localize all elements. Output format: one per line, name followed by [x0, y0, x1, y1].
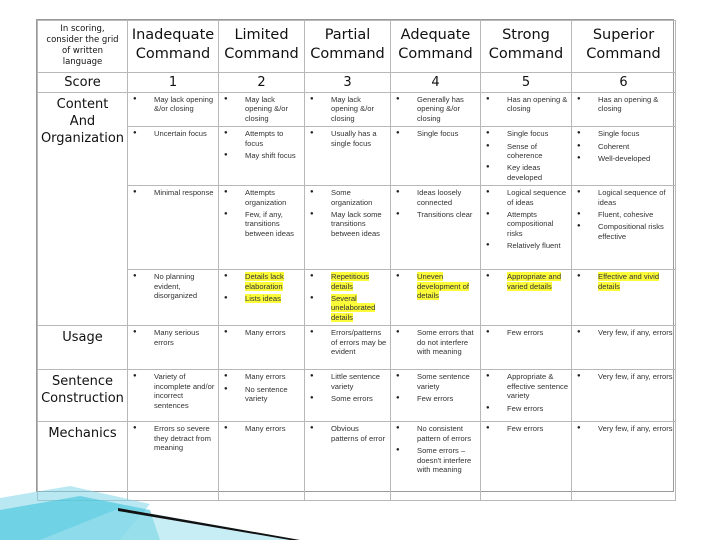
- criteria-text: Attempts organization: [245, 188, 287, 207]
- criteria-text: Transitions clear: [417, 210, 473, 220]
- score-value: 2: [257, 75, 266, 90]
- criteria-item: [483, 95, 569, 114]
- criteria-text: Attempts to focus: [245, 129, 284, 148]
- criteria-item: [574, 129, 673, 138]
- criteria-cell: [391, 270, 481, 326]
- criteria-item: [307, 424, 388, 443]
- criteria-text: Little sentence variety: [331, 372, 380, 391]
- score-cell: [481, 73, 572, 93]
- criteria-list: [219, 370, 304, 403]
- criteria-list: [305, 93, 390, 123]
- criteria-list: [128, 326, 218, 347]
- criteria-list: [219, 422, 304, 433]
- criteria-text: Single focus: [417, 129, 459, 139]
- criteria-cell: [481, 93, 572, 127]
- criteria-item: [307, 372, 388, 391]
- criteria-list: [219, 270, 304, 303]
- content-row-3: [38, 186, 676, 270]
- criteria-text: Key ideas developed: [507, 163, 543, 182]
- criteria-text: Logical sequence of ideas: [598, 188, 666, 207]
- criteria-item: [130, 372, 216, 410]
- criteria-cell: [572, 370, 676, 422]
- criteria-cell: [481, 326, 572, 370]
- criteria-item: [221, 210, 302, 238]
- criteria-cell: [481, 127, 572, 186]
- criteria-text: May lack opening &/or closing: [331, 95, 375, 123]
- criteria-list: [391, 186, 480, 219]
- criteria-cell: [305, 270, 391, 326]
- criteria-text: Many errors: [245, 424, 286, 434]
- header-cell: [128, 21, 219, 73]
- criteria-cell: [128, 326, 219, 370]
- row-label-usage: Usage: [62, 330, 103, 346]
- criteria-text: Many serious errors: [154, 328, 200, 347]
- criteria-list: [219, 93, 304, 123]
- criteria-text: Sense of coherence: [507, 141, 543, 161]
- row-label-content-organization: Content And Organization: [40, 97, 125, 146]
- criteria-text: Single focus: [507, 129, 549, 139]
- criteria-item: [483, 328, 569, 337]
- criteria-list: [481, 93, 571, 114]
- criteria-item: [393, 328, 478, 356]
- column-title: Inadequate Command: [131, 27, 215, 62]
- criteria-item: [221, 294, 302, 303]
- criteria-item: [483, 241, 569, 250]
- criteria-item: [221, 328, 302, 337]
- scoring-note: In scoring, consider the grid of written language: [46, 24, 119, 67]
- criteria-cell: [481, 370, 572, 422]
- criteria-cell: [391, 186, 481, 270]
- criteria-list: [305, 270, 390, 322]
- criteria-cell: [219, 370, 305, 422]
- column-title: Limited Command: [224, 27, 299, 62]
- criteria-list: [128, 93, 218, 114]
- criteria-text: Relatively fluent: [507, 241, 561, 251]
- criteria-cell: [391, 127, 481, 186]
- header-cell: [219, 21, 305, 73]
- criteria-item: [307, 394, 388, 403]
- criteria-text: Very few, if any, errors: [598, 328, 673, 338]
- criteria-text: Coherent: [598, 141, 630, 151]
- header-cell: [481, 21, 572, 73]
- criteria-item: [221, 188, 302, 207]
- header-row: [38, 21, 676, 73]
- score-row: [38, 73, 676, 93]
- criteria-item: [574, 272, 673, 291]
- writing-rubric-table: [37, 20, 676, 501]
- column-title: Strong Command: [488, 27, 564, 62]
- criteria-list: [481, 186, 571, 250]
- criteria-cell: [128, 270, 219, 326]
- criteria-text: Details lack elaboration: [245, 272, 284, 291]
- corner-cell: [38, 21, 128, 73]
- criteria-item: [393, 372, 478, 391]
- criteria-cell: [219, 422, 305, 501]
- criteria-item: [307, 328, 388, 356]
- sentence-row: [38, 370, 676, 422]
- criteria-text: May lack opening &/or closing: [154, 95, 214, 114]
- header-cell: [305, 21, 391, 73]
- criteria-cell: [305, 370, 391, 422]
- criteria-list: [305, 326, 390, 356]
- criteria-list: [481, 422, 571, 433]
- criteria-list: [219, 186, 304, 238]
- criteria-item: [574, 222, 673, 241]
- criteria-item: [130, 328, 216, 347]
- criteria-cell: [219, 326, 305, 370]
- score-value: 6: [619, 75, 628, 90]
- criteria-item: [393, 210, 478, 219]
- criteria-item: [307, 210, 388, 238]
- criteria-item: [483, 372, 569, 400]
- criteria-cell: [572, 186, 676, 270]
- criteria-text: No consistent pattern of errors: [417, 424, 472, 443]
- criteria-cell: [572, 93, 676, 127]
- criteria-cell: [481, 422, 572, 501]
- criteria-cell: [572, 326, 676, 370]
- criteria-item: [130, 188, 216, 197]
- criteria-item: [574, 142, 673, 151]
- criteria-list: [481, 326, 571, 337]
- criteria-cell: [219, 93, 305, 127]
- criteria-list: [305, 370, 390, 403]
- score-value: 1: [168, 75, 178, 90]
- criteria-list: [572, 270, 675, 291]
- criteria-cell: [391, 93, 481, 127]
- criteria-list: [305, 127, 390, 148]
- criteria-list: [128, 422, 218, 452]
- content-row-4: [38, 270, 676, 326]
- criteria-text: Usually has a single focus: [331, 129, 377, 148]
- criteria-text: Few errors: [507, 403, 544, 413]
- criteria-item: [393, 188, 478, 207]
- column-title: Superior Command: [586, 27, 661, 62]
- criteria-text: Fluent, cohesive: [598, 210, 654, 220]
- criteria-cell: [481, 186, 572, 270]
- criteria-cell: [128, 186, 219, 270]
- criteria-cell: [572, 127, 676, 186]
- criteria-item: [574, 95, 673, 114]
- criteria-item: [393, 95, 478, 123]
- criteria-list: [391, 326, 480, 356]
- criteria-item: [221, 424, 302, 433]
- criteria-item: [574, 188, 673, 207]
- criteria-cell: [391, 370, 481, 422]
- criteria-item: [483, 272, 569, 291]
- criteria-text: Compositional risks effective: [598, 222, 664, 241]
- criteria-text: Some errors: [331, 394, 373, 404]
- criteria-list: [305, 422, 390, 443]
- criteria-item: [307, 95, 388, 123]
- criteria-text: Appropriate and varied details: [507, 272, 562, 291]
- criteria-text: Errors/patterns of errors may be evident: [331, 328, 387, 357]
- criteria-text: Some errors – doesn't interfere with meaning: [417, 446, 472, 474]
- criteria-text: No sentence variety: [245, 384, 288, 404]
- criteria-item: [483, 129, 569, 138]
- criteria-cell: [219, 127, 305, 186]
- criteria-list: [128, 370, 218, 410]
- criteria-text: Few errors: [507, 328, 544, 338]
- criteria-item: [221, 372, 302, 381]
- criteria-text: Has an opening & closing: [507, 95, 568, 114]
- criteria-text: Some errors that do not interfere with meaning: [417, 328, 474, 357]
- score-value: 3: [343, 75, 352, 90]
- criteria-item: [483, 142, 569, 161]
- mechanics-row: [38, 422, 676, 501]
- criteria-item: [574, 328, 673, 337]
- score-label: Score: [64, 75, 101, 90]
- criteria-cell: [128, 127, 219, 186]
- criteria-text: Minimal response: [154, 188, 214, 198]
- criteria-item: [483, 424, 569, 433]
- score-label-cell: [38, 73, 128, 93]
- criteria-text: Many errors: [245, 328, 286, 338]
- criteria-text: Well-developed: [598, 154, 651, 164]
- criteria-item: [221, 129, 302, 148]
- criteria-list: [391, 370, 480, 403]
- criteria-item: [393, 424, 478, 443]
- criteria-list: [481, 370, 571, 413]
- criteria-text: Has an opening & closing: [598, 95, 659, 114]
- criteria-item: [483, 163, 569, 182]
- criteria-text: May shift focus: [245, 151, 296, 161]
- criteria-list: [219, 127, 304, 160]
- criteria-text: Several unelaborated details: [331, 294, 376, 322]
- row-label-cell: [38, 370, 128, 422]
- score-cell: [305, 73, 391, 93]
- header-cell: [391, 21, 481, 73]
- header-cell: [572, 21, 676, 73]
- criteria-text: Very few, if any, errors: [598, 424, 673, 434]
- criteria-cell: [128, 422, 219, 501]
- criteria-text: Generally has opening &/or closing: [417, 95, 464, 123]
- criteria-list: [391, 93, 480, 123]
- criteria-item: [393, 272, 478, 300]
- criteria-text: Some organization: [331, 188, 373, 207]
- criteria-item: [130, 272, 216, 300]
- criteria-item: [483, 188, 569, 207]
- criteria-text: Obvious patterns of error: [331, 424, 386, 443]
- criteria-list: [128, 270, 218, 300]
- criteria-item: [574, 372, 673, 381]
- criteria-text: Repetitious details: [331, 272, 369, 291]
- criteria-list: [572, 422, 675, 433]
- criteria-list: [391, 270, 480, 300]
- score-cell: [572, 73, 676, 93]
- criteria-text: Uncertain focus: [154, 129, 207, 139]
- criteria-list: [572, 186, 675, 241]
- criteria-item: [130, 95, 216, 114]
- criteria-text: Errors so severe they detract from meaning: [154, 424, 211, 453]
- criteria-cell: [128, 93, 219, 127]
- score-cell: [219, 73, 305, 93]
- criteria-list: [219, 326, 304, 337]
- criteria-text: Ideas loosely connected: [417, 188, 462, 207]
- criteria-item: [130, 424, 216, 452]
- criteria-text: Lists ideas: [245, 294, 281, 304]
- criteria-text: Some sentence variety: [417, 372, 470, 391]
- criteria-cell: [219, 270, 305, 326]
- criteria-cell: [305, 326, 391, 370]
- rubric-table-frame: [36, 19, 674, 492]
- criteria-item: [393, 129, 478, 138]
- criteria-item: [307, 294, 388, 322]
- criteria-text: Few, if any, transitions between ideas: [245, 210, 294, 238]
- criteria-item: [221, 95, 302, 123]
- criteria-text: Uneven development of details: [417, 272, 469, 301]
- score-value: 4: [431, 75, 440, 90]
- criteria-item: [221, 385, 302, 404]
- criteria-list: [128, 127, 218, 138]
- criteria-cell: [572, 422, 676, 501]
- criteria-item: [483, 210, 569, 238]
- criteria-item: [307, 188, 388, 207]
- criteria-list: [481, 127, 571, 182]
- criteria-cell: [391, 326, 481, 370]
- criteria-text: Attempts compositional risks: [507, 210, 554, 238]
- content-row-2: [38, 127, 676, 186]
- criteria-item: [393, 446, 478, 474]
- criteria-item: [574, 210, 673, 219]
- score-value: 5: [521, 75, 531, 90]
- criteria-list: [391, 422, 480, 474]
- criteria-text: Many errors: [245, 372, 286, 382]
- criteria-item: [130, 129, 216, 138]
- criteria-cell: [305, 186, 391, 270]
- row-label-cell: [38, 326, 128, 370]
- criteria-list: [391, 127, 480, 138]
- usage-row: [38, 326, 676, 370]
- criteria-cell: [219, 186, 305, 270]
- row-label-cell: [38, 422, 128, 501]
- criteria-cell: [572, 270, 676, 326]
- criteria-item: [483, 404, 569, 413]
- criteria-text: Logical sequence of ideas: [507, 188, 567, 207]
- criteria-text: No planning evident, disorganized: [154, 272, 198, 301]
- criteria-text: May lack opening &/or closing: [245, 95, 289, 123]
- criteria-cell: [305, 127, 391, 186]
- criteria-cell: [481, 270, 572, 326]
- score-cell: [128, 73, 219, 93]
- score-cell: [391, 73, 481, 93]
- criteria-item: [221, 272, 302, 291]
- criteria-item: [221, 151, 302, 160]
- criteria-text: Appropriate & effective sentence variety: [507, 372, 569, 401]
- criteria-cell: [305, 422, 391, 501]
- criteria-cell: [305, 93, 391, 127]
- criteria-text: Few errors: [507, 424, 544, 434]
- column-title: Adequate Command: [398, 27, 473, 62]
- criteria-list: [572, 93, 675, 114]
- criteria-text: May lack some transitions between ideas: [331, 210, 382, 238]
- criteria-text: Very few, if any, errors: [598, 372, 673, 382]
- criteria-list: [572, 127, 675, 163]
- criteria-text: Few errors: [417, 394, 454, 404]
- criteria-text: Single focus: [598, 129, 640, 139]
- criteria-list: [128, 186, 218, 197]
- column-title: Partial Command: [310, 27, 385, 62]
- content-row-1: [38, 93, 676, 127]
- criteria-cell: [391, 422, 481, 501]
- criteria-list: [305, 186, 390, 238]
- criteria-text: Effective and vivid details: [598, 272, 660, 291]
- criteria-list: [572, 326, 675, 337]
- criteria-item: [393, 394, 478, 403]
- row-label-sentence-construction: Sentence Construction: [41, 374, 124, 407]
- criteria-list: [481, 270, 571, 291]
- criteria-list: [572, 370, 675, 381]
- criteria-item: [307, 129, 388, 148]
- criteria-item: [574, 154, 673, 163]
- criteria-item: [574, 424, 673, 433]
- criteria-item: [307, 272, 388, 291]
- row-label-mechanics: Mechanics: [48, 426, 117, 442]
- criteria-cell: [128, 370, 219, 422]
- row-label-cell: [38, 93, 128, 326]
- criteria-text: Variety of incomplete and/or incorrect sentences: [154, 372, 215, 410]
